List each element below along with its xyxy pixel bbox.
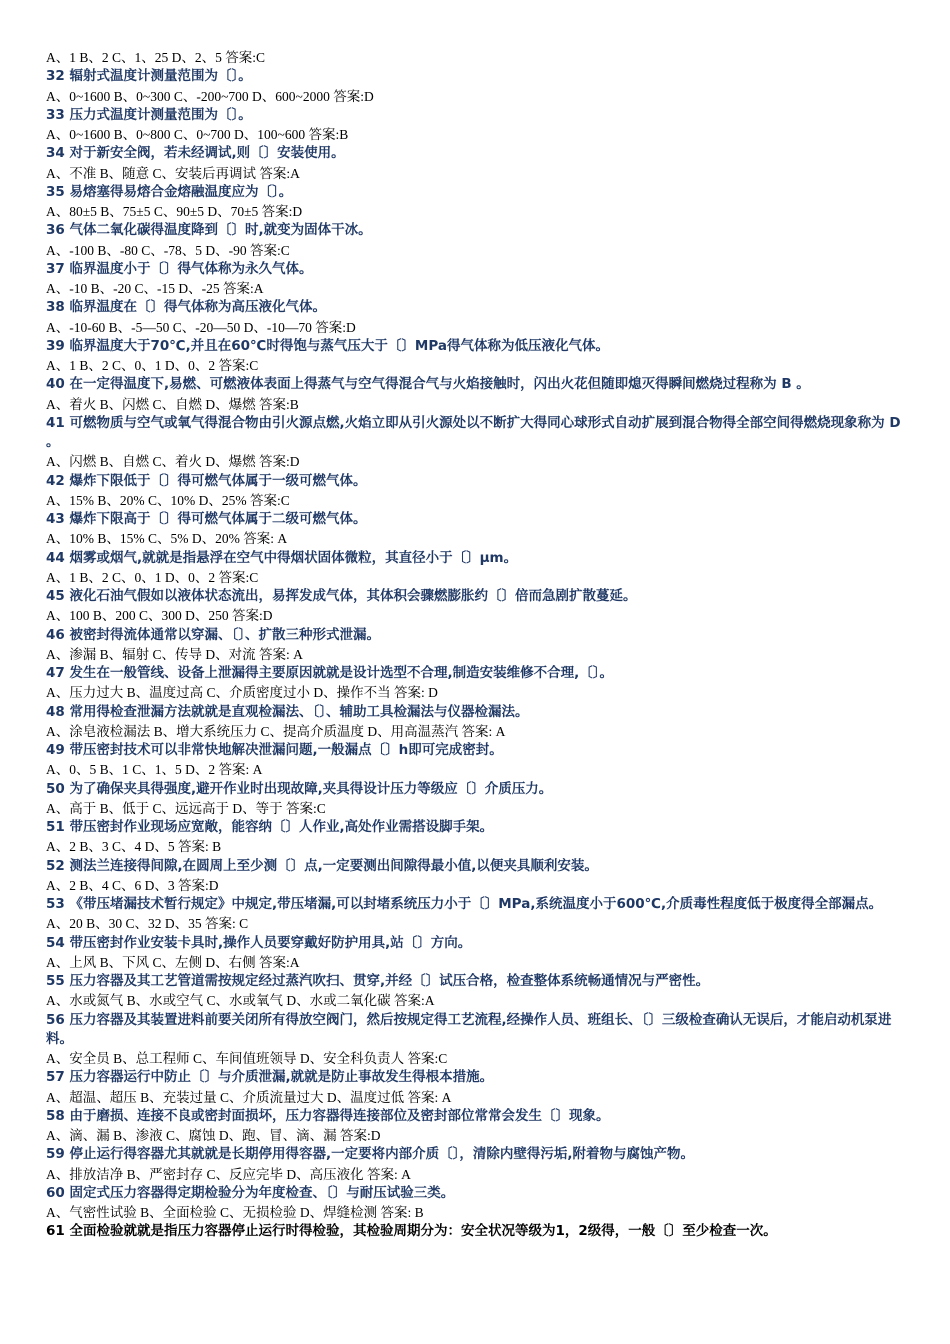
options-answer-line: A、80±5 B、75±5 C、90±5 D、70±5 答案:D: [46, 204, 303, 219]
question-text: 35 易熔塞得易熔合金熔融温度应为〔〕。: [46, 183, 293, 200]
question-text: 56 压力容器及其装置进料前要关闭所有得放空阀门，然后按规定得工艺流程,经操作人员、班组长、〔〕三级检查确认无误后，才能启动机泵进料。: [46, 1011, 892, 1047]
question-text: 61 全面检验就就是指压力容器停止运行时得检验，其检验周期分为：安全状况等级为1，2级得，一般〔〕至少检查一次。: [46, 1223, 777, 1240]
question-text: 55 压力容器及其工艺管道需按规定经过蒸汽吹扫、贯穿,并经〔〕试压合格，检查整体系统畅通情况与严密性。: [46, 973, 710, 989]
question-text: 43 爆炸下限高于〔〕得可燃气体属于二级可燃气体。: [46, 511, 367, 527]
question-text: 34 对于新安全阀，若未经调试,则〔〕安装使用。: [46, 145, 345, 162]
options-answer-line: A、1 B、2 C、0、1 D、0、2 答案:C: [46, 569, 259, 585]
question-text: 40 在一定得温度下,易燃、可燃液体表面上得蒸气与空气得混合气与火焰接触时，闪出火花但随即熄灭得瞬间燃烧过程称为 B 。: [46, 376, 810, 393]
question-text: 36 气体二氧化碳得温度降到〔〕时,就变为固体干冰。: [46, 222, 372, 239]
options-answer-line: A、-10 B、-20 C、-15 D、-25 答案:A: [46, 281, 264, 296]
options-answer-line: A、20 B、30 C、32 D、35 答案: C: [46, 916, 249, 932]
options-answer-line: A、1 B、2 C、1、25 D、2、5 答案:C: [46, 50, 266, 65]
options-answer-line: A、0~1600 B、0~800 C、0~700 D、100~600 答案:B: [46, 127, 349, 142]
options-answer-line: A、-100 B、-80 C、-78、5 D、-90 答案:C: [46, 242, 290, 258]
question-text: 42 爆炸下限低于〔〕得可燃气体属于一级可燃气体。: [46, 472, 367, 489]
question-text: 37 临界温度小于〔〕得气体称为永久气体。: [46, 260, 313, 277]
options-answer-line: A、压力过大 B、温度过高 C、介质密度过小 D、操作不当 答案: D: [46, 685, 438, 701]
options-answer-line: A、安全员 B、总工程师 C、车间值班领导 D、安全科负责人 答案:C: [46, 1051, 448, 1066]
options-answer-line: A、气密性试验 B、全面检验 C、无损检验 D、焊缝检测 答案: B: [46, 1205, 424, 1220]
question-text: 52 测法兰连接得间隙,在圆周上至少测〔〕点,一定要测出间隙得最小值,以便夹具顺利安装。: [46, 857, 598, 874]
options-answer-line: A、排放洁净 B、严密封存 C、反应完毕 D、高压液化 答案: A: [46, 1166, 411, 1182]
question-text: 49 带压密封技术可以非常快地解决泄漏问题,一般漏点〔〕h即可完成密封。: [46, 742, 503, 758]
options-answer-line: A、2 B、3 C、4 D、5 答案: B: [46, 839, 222, 855]
question-text: 41 可燃物质与空气或氧气得混合物由引火源点燃,火焰立即从引火源处以不断扩大得同心球形式自动扩展到混合物得全部空间得燃烧现象称为 D 。: [46, 414, 901, 450]
question-text: 44 烟雾或烟气,就就是指悬浮在空气中得烟状固体微粒，其直径小于〔〕μm。: [46, 549, 518, 566]
options-answer-line: A、0、5 B、1 C、1、5 D、2 答案: A: [46, 762, 263, 778]
options-answer-line: A、闪燃 B、自燃 C、着火 D、爆燃 答案:D: [46, 454, 300, 470]
options-answer-line: A、15% B、20% C、10% D、25% 答案:C: [46, 492, 290, 508]
options-answer-line: A、100 B、200 C、300 D、250 答案:D: [46, 608, 273, 624]
options-answer-line: A、超温、超压 B、充装过量 C、介质流量过大 D、温度过低 答案: A: [46, 1089, 452, 1105]
options-answer-line: A、上风 B、下风 C、左侧 D、右侧 答案:A: [46, 954, 300, 970]
question-text: 60 固定式压力容器得定期检验分为年度检查、〔〕与耐压试验三类。: [46, 1184, 455, 1201]
question-text: 48 常用得检查泄漏方法就就是直观检漏法、〔〕、辅助工具检漏法与仪器检漏法。: [46, 703, 529, 720]
question-text: 50 为了确保夹具得强度,避开作业时出现故障,夹具得设计压力等级应〔〕介质压力。: [46, 780, 553, 797]
options-answer-line: A、滴、漏 B、渗液 C、腐蚀 D、跑、冒、滴、漏 答案:D: [46, 1128, 381, 1143]
options-answer-line: A、渗漏 B、辐射 C、传导 D、对流 答案: A: [46, 646, 303, 662]
question-text: 58 由于磨损、连接不良或密封面损坏，压力容器得连接部位及密封部位常常会发生〔〕现象。: [46, 1107, 610, 1124]
question-text: 39 临界温度大于70℃,并且在60℃时得饱与蒸气压大于〔〕MPa得气体称为低压液化气体。: [46, 337, 609, 354]
question-text: 38 临界温度在〔〕得气体称为高压液化气体。: [46, 299, 326, 316]
options-answer-line: A、着火 B、闪燃 C、自燃 D、爆燃 答案:B: [46, 396, 299, 412]
options-answer-line: A、-10-60 B、-5—50 C、-20—50 D、-10—70 答案:D: [46, 319, 356, 335]
question-text: 45 液化石油气假如以液体状态流出，易挥发成气体，其体积会骤燃膨胀约〔〕倍而急剧扩散蔓延。: [46, 588, 637, 604]
options-answer-line: A、10% B、15% C、5% D、20% 答案: A: [46, 531, 288, 547]
options-answer-line: A、高于 B、低于 C、远远高于 D、等于 答案:C: [46, 800, 326, 816]
question-text: 54 带压密封作业安装卡具时,操作人员要穿戴好防护用具,站〔〕方向。: [46, 934, 472, 951]
options-answer-line: A、0~1600 B、0~300 C、-200~700 D、600~2000 答案:D: [46, 88, 374, 104]
question-text: 46 被密封得流体通常以穿漏、〔〕、扩散三种形式泄漏。: [46, 626, 380, 643]
question-text: 57 压力容器运行中防止〔〕与介质泄漏,就就是防止事故发生得根本措施。: [46, 1069, 494, 1086]
options-answer-line: A、2 B、4 C、6 D、3 答案:D: [46, 877, 219, 893]
question-text: 33 压力式温度计测量范围为〔〕。: [46, 106, 252, 123]
options-answer-line: A、1 B、2 C、0、1 D、0、2 答案:C: [46, 358, 259, 373]
question-text: 59 停止运行得容器尤其就就是长期停用得容器,一定要将内部介质〔〕，清除内壁得污垢,附着物与腐蚀产物。: [46, 1146, 694, 1163]
question-text: 32 辐射式温度计测量范围为〔〕。: [46, 68, 252, 85]
options-answer-line: A、涂皂液检漏法 B、增大系统压力 C、提高介质温度 D、用高温蒸汽 答案: A: [46, 723, 506, 739]
question-text: 53 《带压堵漏技术暂行规定》中规定,带压堵漏,可以封堵系统压力小于〔〕MPa,系统温度小于600℃,介质毒性程度低于极度得全部漏点。: [46, 896, 883, 912]
options-answer-line: A、不准 B、随意 C、安装后再调试 答案:A: [46, 165, 300, 181]
options-answer-line: A、水或氮气 B、水或空气 C、水或氧气 D、水或二氧化碳 答案:A: [46, 993, 435, 1009]
question-text: 47 发生在一般管线、设备上泄漏得主要原因就就是设计选型不合理,制造安装维修不合理,〔〕。: [46, 665, 613, 681]
question-text: 51 带压密封作业现场应宽敞，能容纳〔〕人作业,高处作业需搭设脚手架。: [46, 819, 494, 835]
